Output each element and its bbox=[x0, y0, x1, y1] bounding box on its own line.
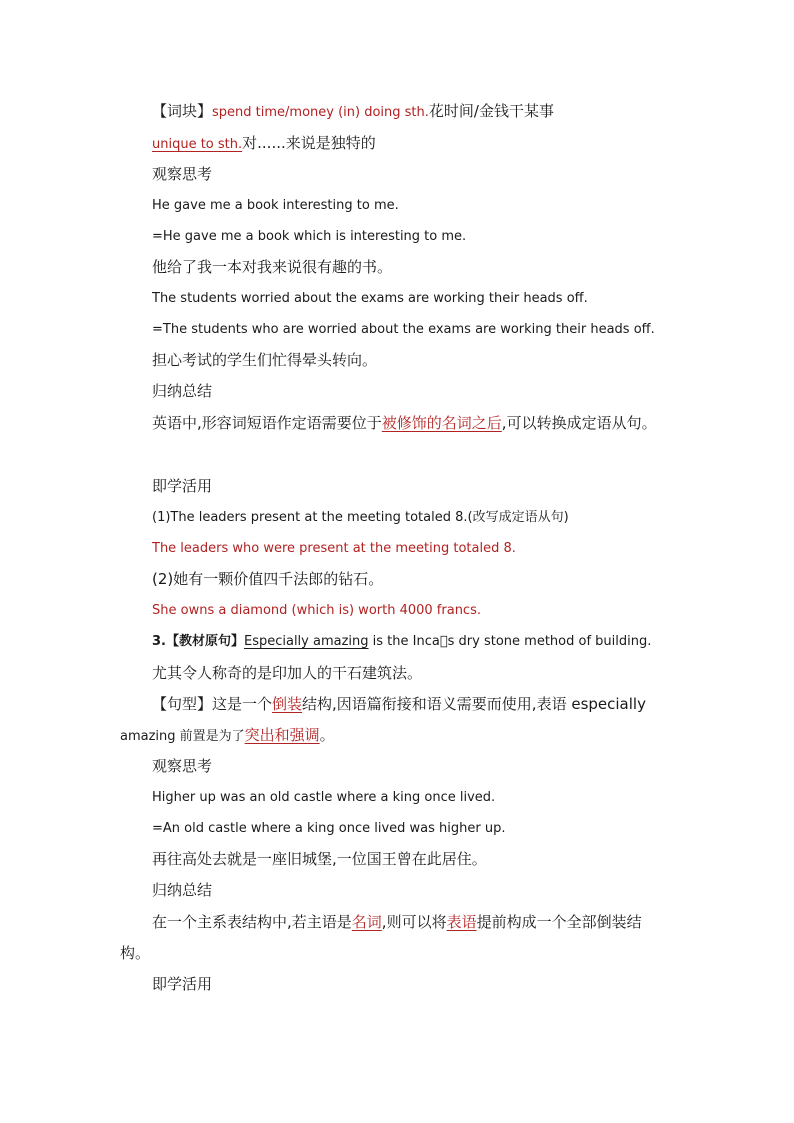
summary-text: ,可以转换成定语从句。 bbox=[501, 414, 657, 432]
heading-observe-2: 观察思考 bbox=[152, 757, 213, 775]
pattern-text: 。 bbox=[319, 726, 335, 744]
unique-meaning: 对......来说是独特的 bbox=[242, 134, 376, 152]
summary-text: 在一个主系表结构中,若主语是 bbox=[152, 913, 352, 931]
exercise-answer: She owns a diamond (which is) worth 4000 francs. bbox=[152, 603, 481, 618]
pattern-line bbox=[152, 694, 646, 714]
example-sentence: Higher up was an old castle where a king once lived. bbox=[152, 790, 496, 805]
summary-text: 英语中,形容词短语作定语需要位于 bbox=[152, 414, 382, 432]
example-sentence: He gave me a book interesting to me. bbox=[152, 198, 399, 213]
heading-summary-1: 归纳总结 bbox=[152, 382, 213, 400]
example-translation: 他给了我一本对我来说很有趣的书。 bbox=[152, 258, 393, 276]
textbook-sentence-line bbox=[152, 632, 651, 652]
example-sentence: =He gave me a book which is interesting to me. bbox=[152, 229, 467, 244]
textbook-translation: 尤其令人称奇的是印加人的干石建筑法。 bbox=[152, 664, 423, 682]
unique-phrase: unique to sth. bbox=[152, 137, 243, 152]
heading-observe-1: 观察思考 bbox=[152, 165, 213, 183]
textbook-sentence-label: 3.【教材原句】 bbox=[152, 634, 244, 649]
pattern-text: amazing 前置是为了 bbox=[120, 729, 245, 744]
pattern-text: 结构,因语篇衔接和语义需要而使用,表语 especially bbox=[302, 695, 646, 713]
summary-text: 提前构成一个全部倒装结 bbox=[476, 913, 642, 931]
example-sentence: The students worried about the exams are working their heads off. bbox=[152, 291, 588, 306]
heading-practice-1: 即学活用 bbox=[152, 477, 213, 495]
unique-line bbox=[152, 133, 376, 155]
heading-summary-2: 归纳总结 bbox=[152, 881, 213, 899]
chunk-phrase: spend time/money (in) doing sth. bbox=[212, 105, 429, 120]
pattern-text: 【句型】这是一个 bbox=[152, 695, 273, 713]
textbook-sentence-underlined: Especially amazing bbox=[243, 634, 369, 649]
exercise-answer: The leaders who were present at the meeting totaled 8. bbox=[152, 541, 516, 556]
summary-answer: 表语 bbox=[446, 913, 477, 931]
summary-answer: 被修饰的名词之后 bbox=[381, 414, 502, 432]
pattern-line-continued bbox=[120, 725, 335, 747]
pattern-answer: 倒装 bbox=[272, 695, 303, 713]
summary-text: ,则可以将 bbox=[381, 913, 447, 931]
pattern-answer: 突出和强调 bbox=[244, 726, 320, 744]
example-translation: 再往高处去就是一座旧城堡,一位国王曾在此居住。 bbox=[152, 850, 487, 868]
chunk-label: 【词块】 bbox=[152, 102, 213, 120]
heading-practice-2: 即学活用 bbox=[152, 975, 213, 993]
summary-line bbox=[152, 413, 657, 433]
summary-line-continued: 构。 bbox=[120, 944, 151, 962]
chunk-line bbox=[152, 101, 554, 123]
exercise-question: (2)她有一颗价值四千法郎的钻石。 bbox=[152, 570, 384, 588]
chunk-meaning: 花时间/金钱干某事 bbox=[428, 102, 554, 120]
exercise-question: (1)The leaders present at the meeting totaled 8.(改写成定语从句) bbox=[152, 510, 569, 525]
example-sentence: =The students who are worried about the exams are working their heads off. bbox=[152, 322, 655, 337]
example-translation: 担心考试的学生们忙得晕头转向。 bbox=[152, 351, 378, 369]
summary-answer: 名词 bbox=[351, 913, 382, 931]
textbook-sentence-rest: is the Inca s dry stone method of building. bbox=[368, 634, 652, 649]
summary-line bbox=[152, 912, 642, 932]
example-sentence: =An old castle where a king once lived was higher up. bbox=[152, 821, 506, 836]
